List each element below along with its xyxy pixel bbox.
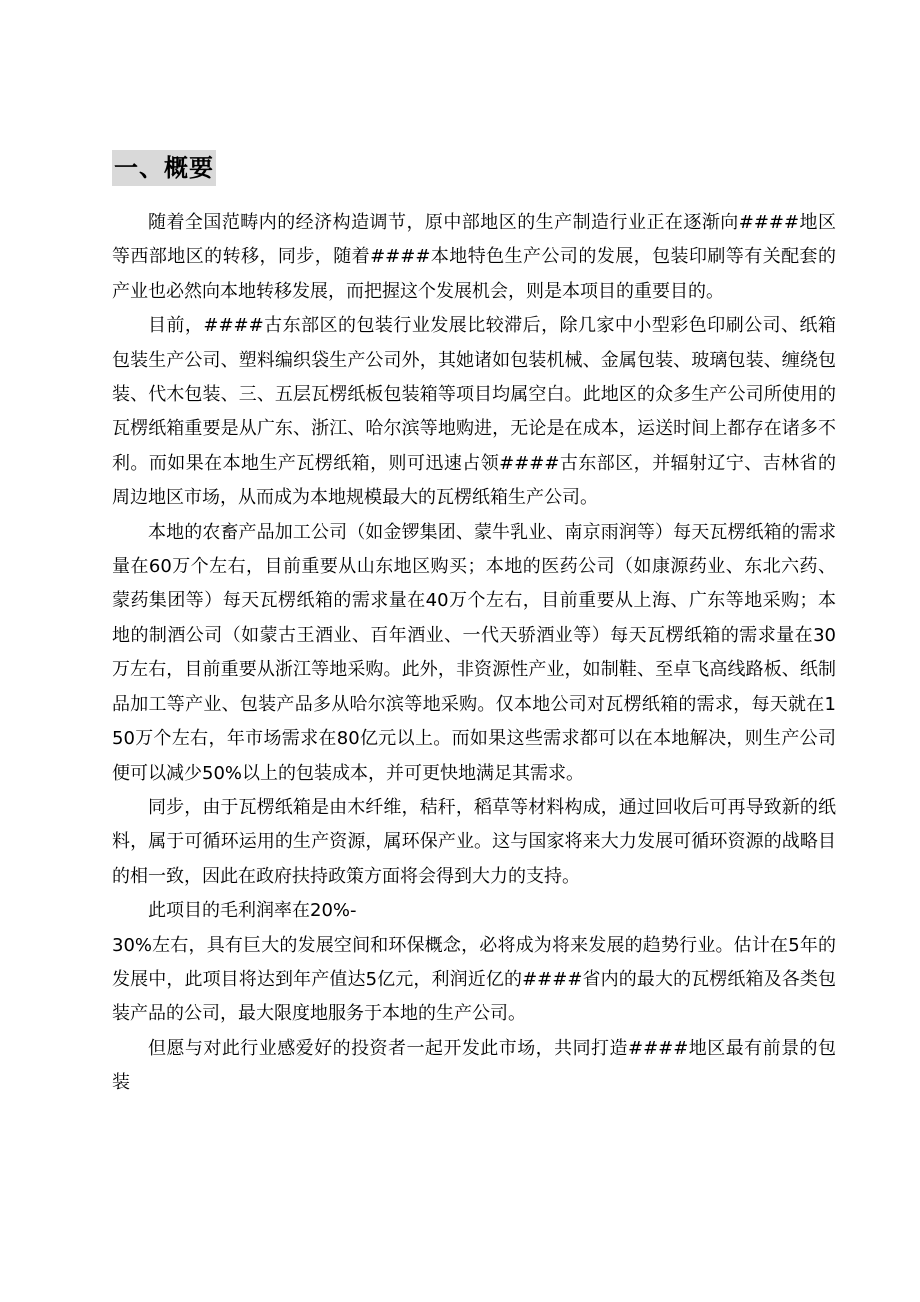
paragraph-environmental: 同步，由于瓦楞纸箱是由木纤维，秸秆，稻草等材料构成，通过回收后可再导致新的纸料，属于可循环运用的生产资源，属环保产业。这与国家将来大力发展可循环资源的战略目的相一致，因此在政府扶持政策方面将会得到大力的支持。 bbox=[112, 796, 836, 887]
body-text bbox=[112, 206, 836, 1101]
paragraph-margin-start: 此项目的毛利润率在20%- bbox=[148, 900, 357, 922]
section-heading: 一、概要 bbox=[112, 150, 216, 186]
paragraph-closing: 但愿与对此行业感爱好的投资者一起开发此市场，共同打造####地区最有前景的包装 bbox=[112, 1037, 836, 1094]
paragraph-demand: 本地的农畜产品加工公司（如金锣集团、蒙牛乳业、南京雨润等）每天瓦楞纸箱的需求量在60万个左右，目前重要从山东地区购买；本地的医药公司（如康源药业、东北六药、蒙药集团等）每天瓦楞纸箱的需求量在40万个左右，目前重要从上海、广东等地采购；本地的制酒公司（如蒙古王酒业、百年酒业、一代天骄酒业等）每天瓦楞纸箱的需求量在30万左右，目前重要从浙江等地采购。此外，非资源性产业，如制鞋、至卓飞高线路板、纸制品加工等产业、包装产品多从哈尔滨等地采购。仅本地公司对瓦楞纸箱的需求，每天就在150万个左右，年市场需求在80亿元以上。而如果这些需求都可以在本地解决，则生产公司便可以减少50%以上的包装成本，并可更快地满足其需求。 bbox=[112, 521, 836, 784]
paragraph-intro: 随着全国范畴内的经济构造调节，原中部地区的生产制造行业正在逐渐向####地区等西部地区的转移，同步，随着####本地特色生产公司的发展，包装印刷等有关配套的产业也必然向本地转移发展，而把握这个发展机会，则是本项目的重要目的。 bbox=[112, 212, 836, 302]
paragraph-current-state: 目前，####古东部区的包装行业发展比较滞后，除几家中小型彩色印刷公司、纸箱包装生产公司、塑料编织袋生产公司外，其她诸如包装机械、金属包装、玻璃包装、缠绕包装、代木包装、三、五层瓦楞纸板包装箱等项目均属空白。此地区的众多生产公司所使用的瓦楞纸箱重要是从广东、浙江、哈尔滨等地购进，无论是在成本，运送时间上都存在诸多不利。而如果在本地生产瓦楞纸箱，则可迅速占领####古东部区，并辐射辽宁、吉林省的周边地区市场，从而成为本地规模最大的瓦楞纸箱生产公司。 bbox=[112, 315, 836, 509]
paragraph-margin-continued: 30%左右，具有巨大的发展空间和环保概念，必将成为将来发展的趋势行业。估计在5年的发展中，此项目将达到年产值达5亿元，利润近亿的####省内的最大的瓦楞纸箱及各类包装产品的公司，最大限度地服务于本地的生产公司。 bbox=[112, 934, 836, 1025]
